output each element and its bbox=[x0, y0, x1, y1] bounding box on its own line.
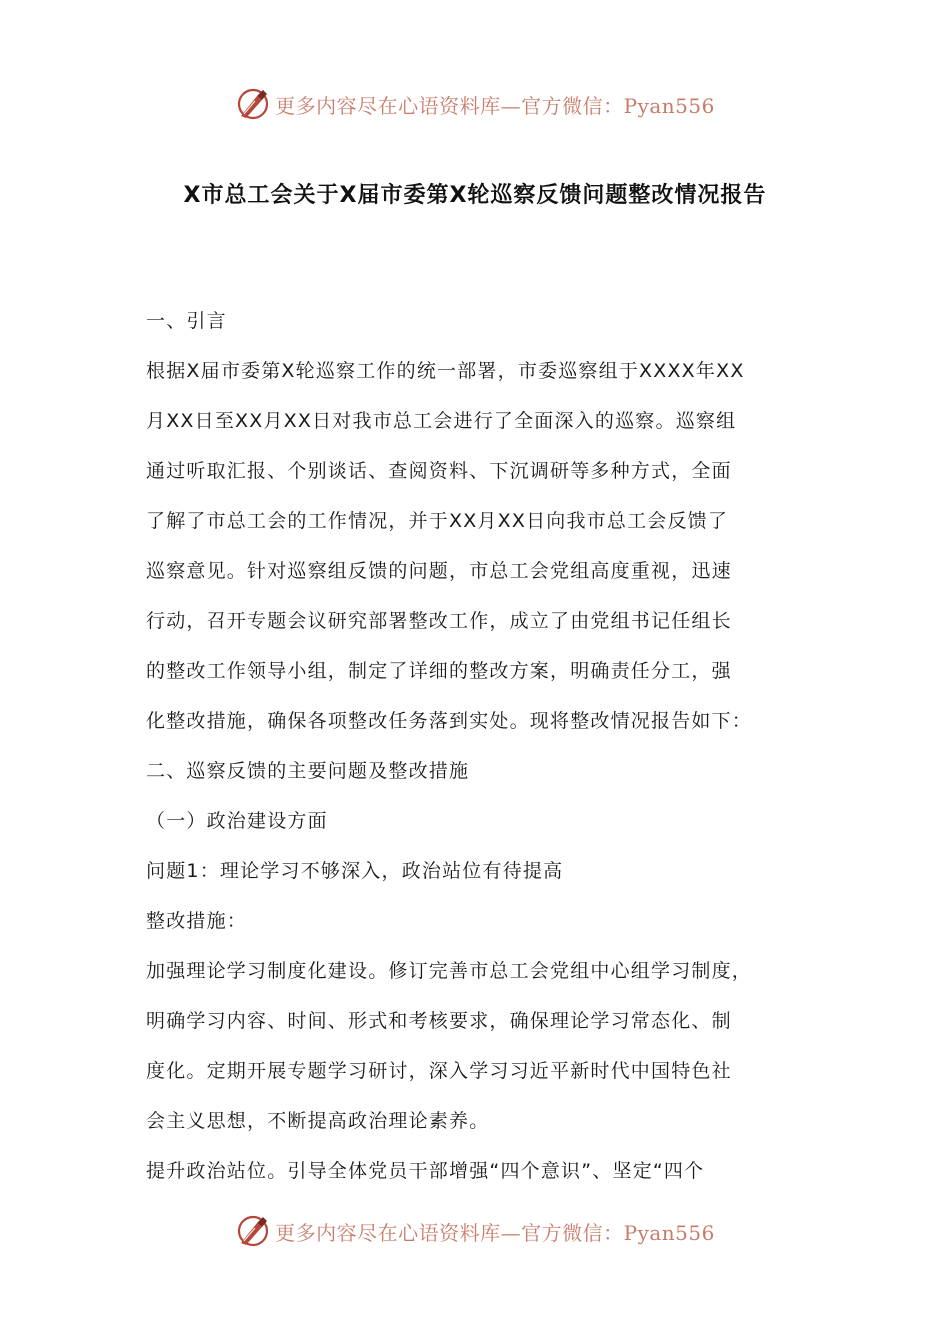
subsection-heading: （一）政治建设方面 bbox=[146, 810, 328, 832]
paragraph-line: 行动，召开专题会议研究部署整改工作，成立了由党组书记任组长 bbox=[146, 610, 732, 632]
paragraph-line: 了解了市总工会的工作情况，并于XX月XX日向我市总工会反馈了 bbox=[146, 510, 729, 532]
paragraph-line: 通过听取汇报、个别谈话、查阅资料、下沉调研等多种方式，全面 bbox=[146, 460, 732, 482]
paragraph-line: 明确学习内容、时间、形式和考核要求，确保理论学习常态化、制 bbox=[146, 1010, 732, 1032]
section-heading-problems: 二、巡察反馈的主要问题及整改措施 bbox=[146, 760, 470, 782]
watermark-banner-bottom bbox=[0, 1211, 950, 1251]
paragraph-line: 度化。定期开展专题学习研讨，深入学习习近平新时代中国特色社 bbox=[146, 1060, 732, 1082]
paragraph-line: 月XX日至XX月XX日对我市总工会进行了全面深入的巡察。巡察组 bbox=[146, 410, 737, 432]
pen-nib-logo-icon bbox=[235, 86, 271, 122]
paragraph-line: 会主义思想，不断提高政治理论素养。 bbox=[146, 1110, 490, 1132]
watermark-text: 更多内容尽在心语资料库—官方微信：Pyan556 bbox=[275, 1220, 715, 1245]
document-title: X市总工会关于X届市委第X轮巡察反馈问题整改情况报告 bbox=[183, 183, 767, 208]
watermark-banner-top bbox=[0, 84, 950, 124]
section-heading-introduction: 一、引言 bbox=[146, 310, 227, 332]
paragraph-line: 根据X届市委第X轮巡察工作的统一部署，市委巡察组于XXXX年XX bbox=[146, 360, 745, 382]
measures-label: 整改措施： bbox=[146, 910, 248, 932]
pen-nib-logo-icon bbox=[235, 1213, 271, 1249]
paragraph-line: 化整改措施，确保各项整改任务落到实处。现将整改情况报告如下： bbox=[146, 710, 753, 732]
problem-heading: 问题1：理论学习不够深入，政治站位有待提高 bbox=[146, 860, 564, 882]
paragraph-line: 加强理论学习制度化建设。修订完善市总工会党组中心组学习制度， bbox=[146, 960, 753, 982]
document-body bbox=[146, 296, 810, 1196]
paragraph-line: 的整改工作领导小组，制定了详细的整改方案，明确责任分工，强 bbox=[146, 660, 732, 682]
paragraph-line: 巡察意见。针对巡察组反馈的问题，市总工会党组高度重视，迅速 bbox=[146, 560, 732, 582]
watermark-text: 更多内容尽在心语资料库—官方微信：Pyan556 bbox=[275, 93, 715, 118]
paragraph-line: 提升政治站位。引导全体党员干部增强“四个意识”、坚定“四个 bbox=[146, 1160, 705, 1182]
